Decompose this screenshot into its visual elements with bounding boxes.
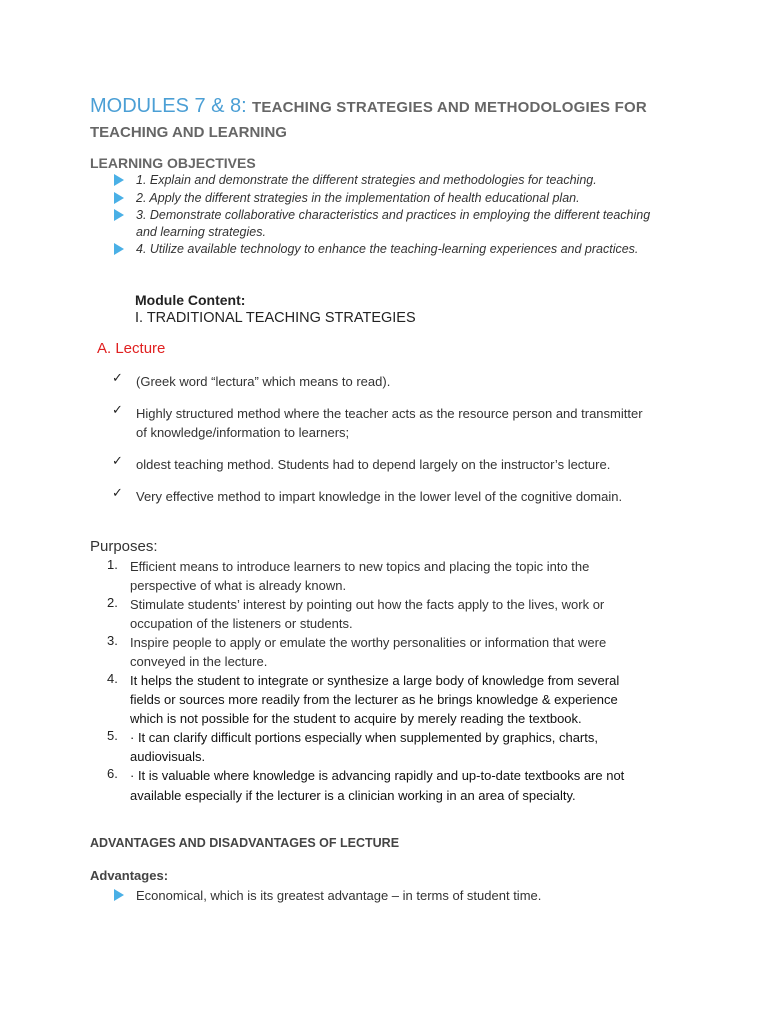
list-number: 3.	[107, 633, 118, 648]
list-number: 1.	[107, 557, 118, 572]
purpose-item: · It can clarify difficult portions especially when supplemented by graphics, charts,	[130, 730, 598, 745]
list-number: 5.	[107, 728, 118, 743]
purpose-item-continued: conveyed in the lecture.	[130, 654, 268, 669]
advantage-item: Economical, which is its greatest advantage – in terms of student time.	[136, 888, 542, 903]
objective-item-continued: and learning strategies.	[136, 225, 266, 239]
check-item: Highly structured method where the teacher acts as the resource person and transmitter	[136, 406, 643, 421]
advantages-subheading: Advantages:	[90, 868, 169, 883]
purposes-heading: Purposes:	[90, 538, 158, 555]
triangle-arrow-icon	[114, 174, 124, 186]
check-item: Very effective method to impart knowledge in the lower level of the cognitive domain.	[136, 489, 623, 504]
objective-item: 2. Apply the different strategies in the implementation of health educational plan.	[136, 191, 580, 205]
triangle-arrow-icon	[114, 889, 124, 901]
triangle-arrow-icon	[114, 243, 124, 255]
check-mark-icon: ✓	[112, 403, 123, 418]
check-item: oldest teaching method. Students had to depend largely on the instructor’s lecture.	[136, 457, 611, 472]
advantages-section-heading: ADVANTAGES AND DISADVANTAGES OF LECTURE	[90, 836, 400, 850]
check-mark-icon: ✓	[112, 454, 123, 469]
objective-item: 4. Utilize available technology to enhance the teaching-learning experiences and practices.	[136, 242, 639, 256]
module-number: MODULES 7 & 8:	[90, 95, 247, 117]
lecture-heading: A. Lecture	[97, 340, 166, 357]
check-mark-icon: ✓	[112, 371, 123, 386]
list-number: 4.	[107, 671, 118, 686]
objective-item: 3. Demonstrate collaborative characteristics and practices in employing the different teaching	[136, 208, 651, 222]
check-mark-icon: ✓	[112, 486, 123, 501]
purpose-item-continued: fields or sources more readily from the lecturer as he brings knowledge & experience	[130, 692, 618, 707]
check-item-continued: of knowledge/information to learners;	[136, 425, 350, 440]
purpose-item-continued: occupation of the listeners or students.	[130, 616, 353, 631]
module-title	[90, 92, 647, 122]
purpose-item: It helps the student to integrate or synthesize a large body of knowledge from several	[130, 673, 620, 688]
list-number: 6.	[107, 766, 118, 781]
purpose-item: Stimulate students’ interest by pointing out how the facts apply to the lives, work or	[130, 597, 605, 612]
module-title-text: TEACHING STRATEGIES AND METHODOLOGIES FOR	[252, 99, 647, 116]
objective-item: 1. Explain and demonstrate the different strategies and methodologies for teaching.	[136, 173, 597, 187]
list-number: 2.	[107, 595, 118, 610]
module-content-label: Module Content:	[135, 292, 246, 308]
purpose-item-continued: perspective of what is already known.	[130, 578, 347, 593]
purpose-item-continued: which is not possible for the student to acquire by merely reading the textbook.	[130, 711, 582, 726]
triangle-arrow-icon	[114, 192, 124, 204]
section-title: I. TRADITIONAL TEACHING STRATEGIES	[135, 310, 416, 326]
purpose-item: Inspire people to apply or emulate the worthy personalities or information that were	[130, 635, 607, 650]
purpose-item: Efficient means to introduce learners to new topics and placing the topic into the	[130, 559, 590, 574]
objectives-heading: LEARNING OBJECTIVES	[90, 155, 256, 171]
check-item: (Greek word “lectura” which means to read).	[136, 374, 391, 389]
purpose-item-continued: available especially if the lecturer is a clinician working in an area of specialty.	[130, 788, 576, 803]
triangle-arrow-icon	[114, 209, 124, 221]
purpose-item: · It is valuable where knowledge is advancing rapidly and up-to-date textbooks are not	[130, 768, 625, 783]
module-title-line2: TEACHING AND LEARNING	[90, 124, 287, 141]
purpose-item-continued: audiovisuals.	[130, 749, 206, 764]
